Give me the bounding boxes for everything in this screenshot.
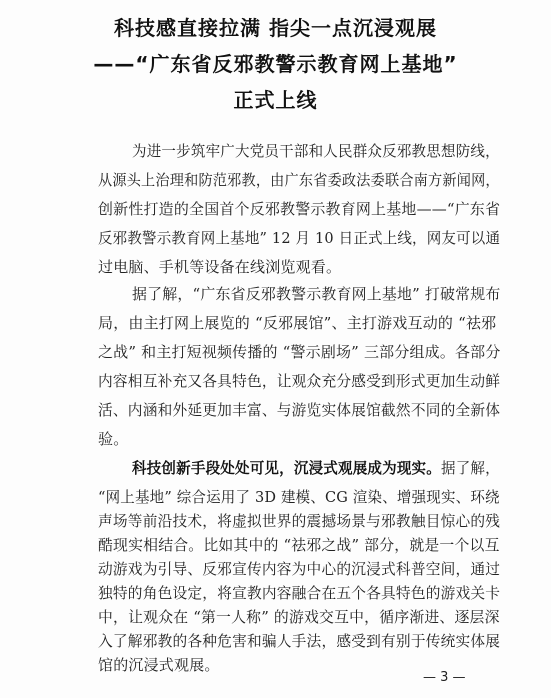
paragraph-3-first-line (132, 458, 500, 478)
paragraph-1-line: 为进一步筑牢广大党员干部和人民群众反邪教思想防线， (132, 142, 500, 160)
paragraph-3-line: 入了解邪教的各种危害和骗人手法，感受到有别于传统实体展 (98, 632, 501, 650)
paragraph-2-line: 据了解，“广东省反邪教警示教育网上基地” 打破常规布 (132, 285, 501, 303)
page-number: — 3 — (423, 670, 466, 685)
paragraph-3-line: 独特的角色设定，将宣教内容融合在五个各具特色的游戏关卡 (98, 584, 501, 602)
paragraph-2-line: 内容相互补充又各具特色，让观众充分感受到形式更加生动鲜 (98, 372, 501, 390)
paragraph-1-line: 创新性打造的全国首个反邪教警示教育网上基地——“广东省 (98, 200, 501, 218)
paragraph-3-lead-rest: 据了解， (440, 459, 500, 477)
paragraph-3-line: 中，让观众在 “第一人称” 的游戏交互中，循序渐进、逐层深 (98, 608, 500, 626)
paragraph-2-line: 局，由主打网上展览的 “反邪展馆”、主打游戏互动的 “祛邪 (98, 314, 497, 332)
headline-line-1: 科技感直接拉满 指尖一点沉浸观展 (114, 16, 437, 40)
paragraph-3-line: 声场等前沿技术，将虚拟世界的震撼场景与邪教触目惊心的残 (98, 512, 501, 530)
paragraph-2-line: 验。 (98, 430, 129, 448)
paragraph-1-line: 反邪教警示教育网上基地” 12 月 10 日正式上线，网友可以通 (98, 229, 501, 247)
paragraph-3-lead: 科技创新手段处处可见，沉浸式观展成为现实。 (132, 459, 441, 477)
paragraph-2-line: 活、内涵和外延更加丰富、与游览实体展馆截然不同的全新体 (98, 401, 501, 419)
headline-line-3: 正式上线 (233, 88, 318, 112)
paragraph-3-line: 动游戏为引导、反邪宣传内容为中心的沉浸式科普空间，通过 (98, 560, 501, 578)
paragraph-2-line: 之战” 和主打短视频传播的 “警示剧场” 三部分组成。各部分 (98, 343, 501, 361)
paragraph-3-line: 馆的沉浸式观展。 (98, 656, 220, 674)
paragraph-3-line: “网上基地” 综合运用了 3D 建模、CG 渲染、增强现实、环绕 (98, 488, 500, 506)
paragraph-1-line: 过电脑、手机等设备在线浏览观看。 (98, 258, 342, 276)
paragraph-1-line: 从源头上治理和防范邪教，由广东省委政法委联合南方新闻网， (98, 171, 500, 189)
headline-line-2: ——“广东省反邪教警示教育网上基地” (93, 52, 458, 76)
paragraph-3-line: 酷现实相结合。比如其中的 “祛邪之战” 部分，就是一个以互 (98, 536, 500, 554)
